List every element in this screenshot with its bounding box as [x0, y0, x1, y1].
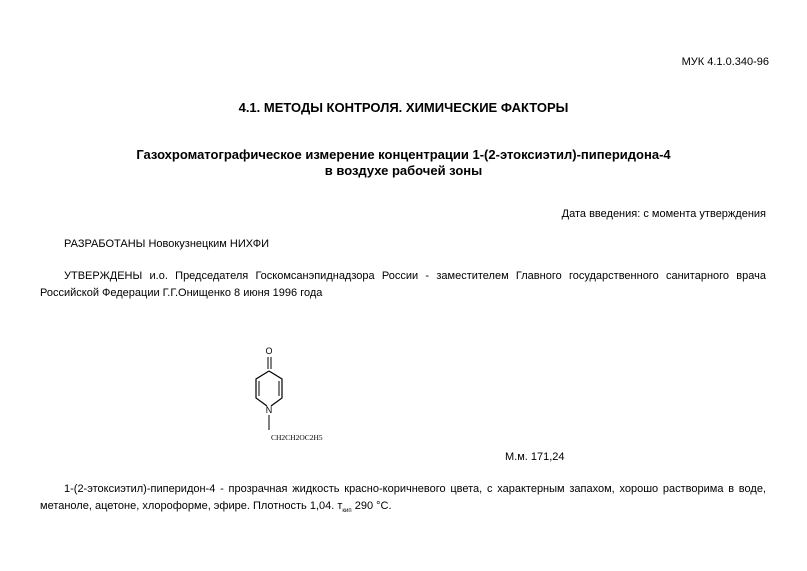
introduction-date: Дата введения: с момента утверждения: [561, 208, 766, 220]
atom-nitrogen: N: [265, 405, 273, 415]
atom-oxygen: O: [265, 346, 273, 356]
approved-by: [40, 268, 766, 302]
boiling-point-subscript: кип: [342, 508, 352, 514]
boiling-point-value: 290 °С.: [354, 500, 392, 512]
section-title: 4.1. МЕТОДЫ КОНТРОЛЯ. ХИМИЧЕСКИЕ ФАКТОРЫ: [238, 100, 569, 115]
structural-formula: [240, 340, 360, 450]
document-title-line-1: Газохроматографическое измерение концентрации 1-(2-этоксиэтил)-пиперидона-4: [136, 147, 671, 162]
pyridone-ring: [269, 371, 282, 406]
document-title-line-2: в воздухе рабочей зоны: [324, 163, 483, 178]
document-title: [0, 147, 807, 179]
molecular-mass: М.м. 171,24: [505, 451, 565, 463]
substance-description: [40, 481, 766, 520]
approved-lead: УТВЕРЖДЕНЫ: [64, 270, 143, 282]
boiling-point-symbol: т: [337, 500, 343, 512]
approved-text: и.о. Председателя Госкомсанэпиднадзора России - заместителем Главного государственного санитарного врача Российской Федерации Г.Г.Онищенко 8 июня 1996 года: [40, 270, 766, 299]
document-code: МУК 4.1.0.340-96: [681, 56, 769, 68]
substituent-label: CH2CH2OC2H5: [271, 433, 323, 442]
developed-by: РАЗРАБОТАНЫ Новокузнецким НИХФИ: [64, 238, 270, 250]
description-text: 1-(2-этоксиэтил)-пиперидон-4 - прозрачная жидкость красно-коричневого цвета, с характерным запахом, хорошо растворима в воде, метаноле, ацетоне, хлороформе, эфире. Плотность 1,04.: [40, 483, 766, 512]
